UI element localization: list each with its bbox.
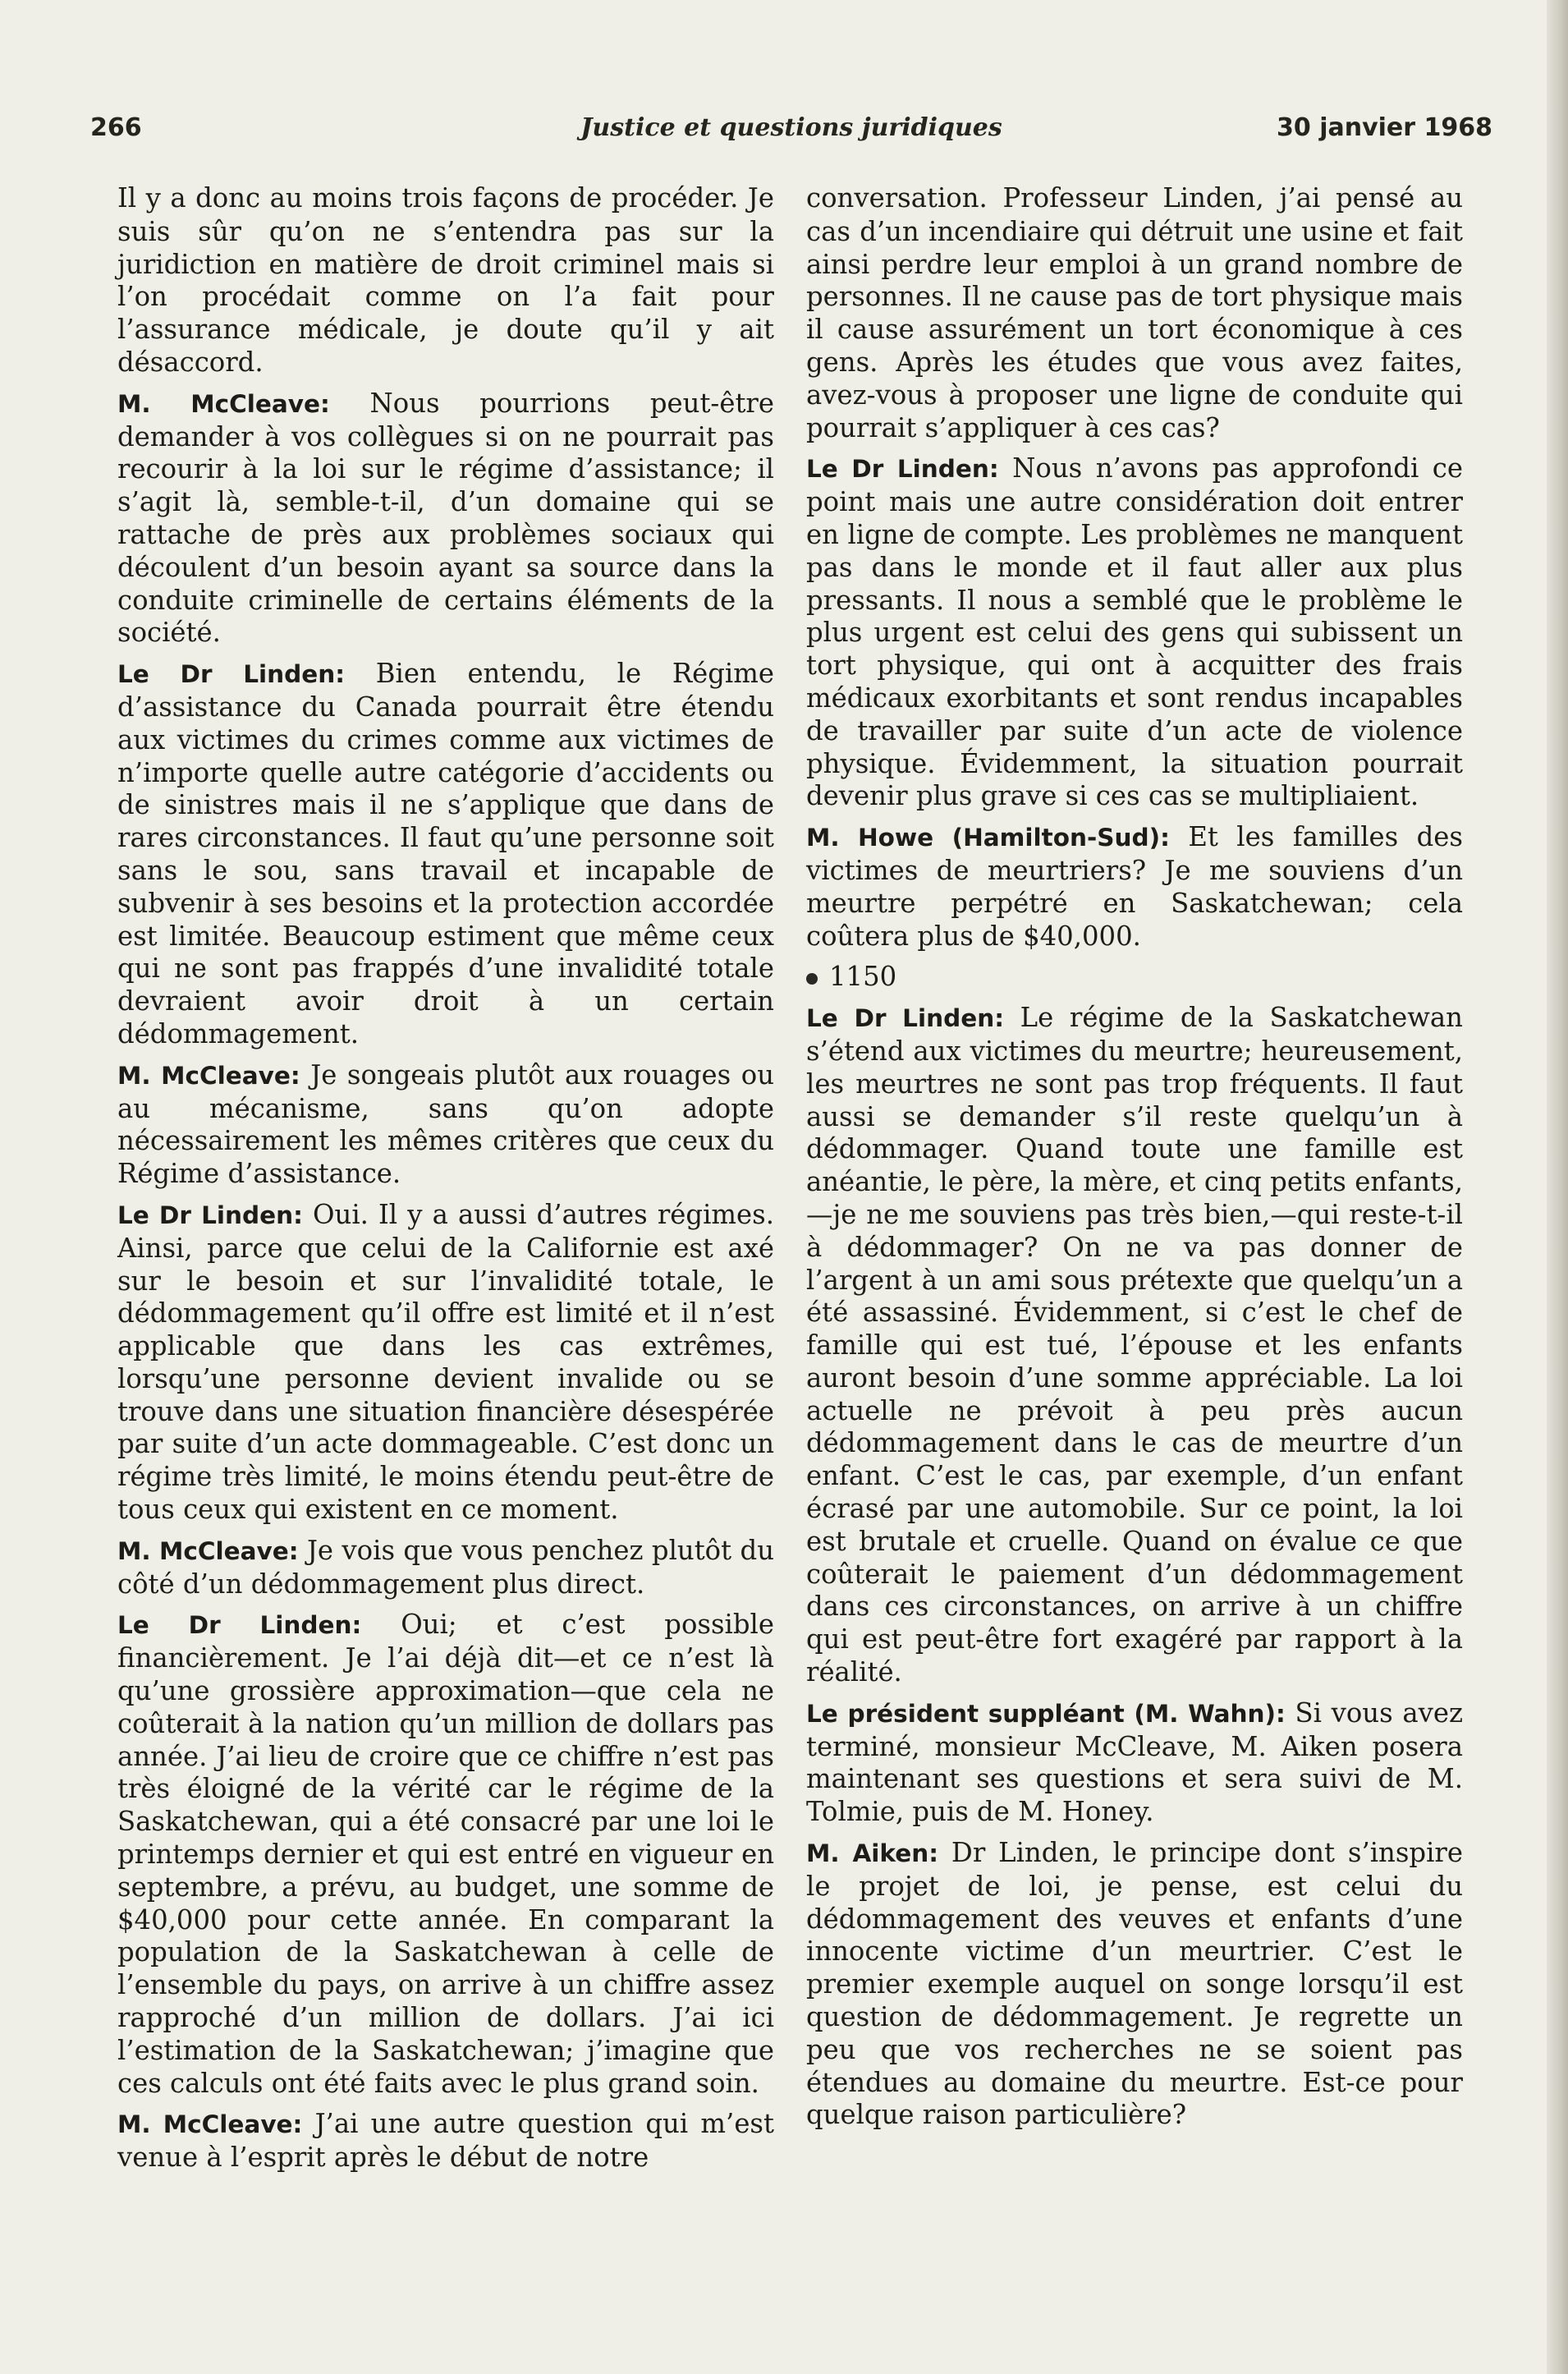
timestamp-marker [806, 961, 1463, 994]
speaker: M. McCleave: [117, 2110, 303, 2139]
paragraph [806, 452, 1463, 813]
paragraph [806, 1837, 1463, 2132]
paragraph-text: Nous pourrions peut-être demander à vos collègues si on ne pourrait pas recourir à la loi sur le régime d’assistance; il s’agit là, semble-t-il, d’un domaine qui se rattache de près aux problèmes sociaux qui découlent d’un besoin ayant sa source dans la conduite criminelle de certains éléments de la société. [117, 387, 774, 649]
paragraph-text: J’ai une autre question qui m’est venue à l’esprit après le début de notre [117, 2108, 774, 2174]
paragraph-text: Je vois que vous penchez plutôt du côté d’un dédommagement plus direct. [117, 1534, 774, 1600]
speaker: M. McCleave: [117, 389, 330, 418]
paragraph-text: Oui; et c’est possible financièrement. Je l’ai déjà dit—et ce n’est là qu’une grossière approximation—que cela ne coûterait à la nation qu’un million de dollars pas année. J’ai lieu de croire que ce chiffre n’est pas très éloigné de la vérité car le régime de la Saskatchewan, qui a été consacré par une loi le printemps dernier et qui est entré en vigueur en septembre, a prévu, au budget, une somme de $40,000 pour cette année. En comparant la population de la Saskatchewan à celle de l’ensemble du pays, on arrive à un chiffre assez rapproché d’un million de dollars. J’ai ici l’estimation de la Saskatchewan; j’imagine que ces calculs ont été faits avec le plus grand soin. [117, 1609, 774, 2099]
paragraph [806, 182, 1463, 444]
page-number: 266 [90, 113, 142, 142]
paragraph-text: conversation. Professeur Linden, j’ai pensé au cas d’un incendiaire qui détruit une usine et fait ainsi perdre leur emploi à un grand nombre de personnes. Il ne cause pas de tort physique mais il cause assurément un tort économique à ces gens. Après les études que vous avez faites, avez-vous à proposer une ligne de conduite qui pourrait s’appliquer à ces cas? [806, 182, 1463, 443]
speaker: Le président suppléant (M. Wahn): [806, 1699, 1286, 1728]
running-title: Justice et questions juridiques [580, 113, 1002, 142]
paragraph [117, 1199, 774, 1527]
paragraph-text: Et les familles des victimes de meurtriers? Je me souviens d’un meurtre perpétré en Saskatchewan; cela coûtera plus de $40,000. [806, 821, 1463, 952]
paragraph-text: Si vous avez terminé, monsieur McCleave, M. Aiken posera maintenant ses questions et sera suivi de M. Tolmie, puis de M. Honey. [806, 1697, 1463, 1828]
paragraph [117, 1535, 774, 1601]
paragraph-text: Dr Linden, le principe dont s’inspire le projet de loi, je pense, est celui du dédommagement des veuves et enfants d’une innocente victime d’un meurtrier. C’est le premier exemple auquel on songe lorsqu’il est question de dédommagement. Je regrette un peu que vos recherches ne se soient pas étendues au domaine du meurtre. Est-ce pour quelque raison particulière? [806, 1837, 1463, 2131]
paragraph [806, 1002, 1463, 1689]
speaker: Le Dr Linden: [117, 660, 346, 689]
left-column [117, 182, 774, 2183]
paragraph [117, 182, 774, 379]
page-date: 30 janvier 1968 [1277, 113, 1492, 142]
timestamp: 1150 [829, 961, 897, 993]
page-header [90, 113, 1492, 154]
speaker: Le Dr Linden: [806, 455, 999, 484]
speaker: Le Dr Linden: [117, 1201, 303, 1229]
paragraph [117, 658, 774, 1051]
paragraph [117, 1059, 774, 1191]
paragraph-text: Oui. Il y a aussi d’autres régimes. Ainsi, parce que celui de la Californie est axé sur le besoin et sur l’invalidité totale, le dédommagement qu’il offre est limité et il n’est applicable que dans les cas extrêmes, lorsqu’une personne devient invalide ou se trouve dans une situation financière désespérée par suite d’un acte dommageable. C’est donc un régime très limité, le moins étendu peut-être de tous ceux qui existent en ce moment. [117, 1198, 774, 1526]
speaker: M. McCleave: [117, 1061, 300, 1090]
paragraph-text: Nous n’avons pas approfondi ce point mais une autre considération doit entrer en ligne de compte. Les problèmes ne manquent pas dans le monde et il faut aller aux plus pressants. Il nous a semblé que le problème le plus urgent est celui des gens qui subissent un tort physique, qui ont à acquitter des frais médicaux exorbitants et sont rendus incapables de travailler par suite d’un acte de violence physique. Évidemment, la situation pourrait devenir plus grave si ces cas se multipliaient. [806, 452, 1463, 812]
speaker: M. McCleave: [117, 1536, 299, 1565]
paragraph-text: Je songeais plutôt aux rouages ou au mécanisme, sans qu’on adopte nécessairement les mêmes critères que ceux du Régime d’assistance. [117, 1058, 774, 1190]
speaker: M. Howe (Hamilton-Sud): [806, 824, 1170, 852]
speaker: Le Dr Linden: [117, 1611, 362, 1640]
speaker: Le Dr Linden: [806, 1004, 1004, 1033]
paragraph-text: Il y a donc au moins trois façons de procéder. Je suis sûr qu’on ne s’entendra pas sur la juridiction en matière de droit criminel mais si l’on procédait comme on l’a fait pour l’assurance médicale, je doute qu’il y ait désaccord. [117, 182, 774, 378]
paragraph [806, 821, 1463, 953]
bullet-icon [806, 973, 818, 985]
paragraph [806, 1697, 1463, 1829]
paragraph [117, 2108, 774, 2174]
page-edge [1547, 0, 1568, 2374]
paragraph [117, 388, 774, 650]
speaker: M. Aiken: [806, 1839, 939, 1868]
paragraph-text: Le régime de la Saskatchewan s’étend aux victimes du meurtre; heureusement, les meurtres ne sont pas trop fréquents. Il faut aussi se demander s’il reste quelqu’un à dédommager. Quand toute une famille est anéantie, le père, la mère, et cinq petits enfants,—je ne me souviens pas très bien,—qui reste-t-il à dédommager? On ne va pas donner de l’argent à un ami sous prétexte que quelqu’un a été assassiné. Évidemment, si c’est le chef de famille qui est tué, l’épouse et les enfants auront besoin d’une somme appréciable. La loi actuelle ne prévoit à peu près aucun dédommagement dans le cas de meurtre d’un enfant. C’est le cas, par exemple, d’un enfant écrasé par une automobile. Sur ce point, la loi est brutale et cruelle. Quand on évalue ce que coûterait le paiement d’un dédommagement dans ces circonstances, on arrive à un chiffre qui est peut-être fort exagéré par rapport à la réalité. [806, 1002, 1463, 1688]
right-column [806, 182, 1463, 2140]
paragraph [117, 1609, 774, 2100]
paragraph-text: Bien entendu, le Régime d’assistance du Canada pourrait être étendu aux victimes du crimes comme aux victimes de n’importe quelle autre catégorie d’accidents ou de sinistres mais il ne s’applique que dans de rares circonstances. Il faut qu’une personne soit sans le sou, sans travail et incapable de subvenir à ses besoins et la protection accordée est limitée. Beaucoup estiment que même ceux qui ne sont pas frappés d’une invalidité totale devraient avoir droit à un certain dédommagement. [117, 658, 774, 1049]
